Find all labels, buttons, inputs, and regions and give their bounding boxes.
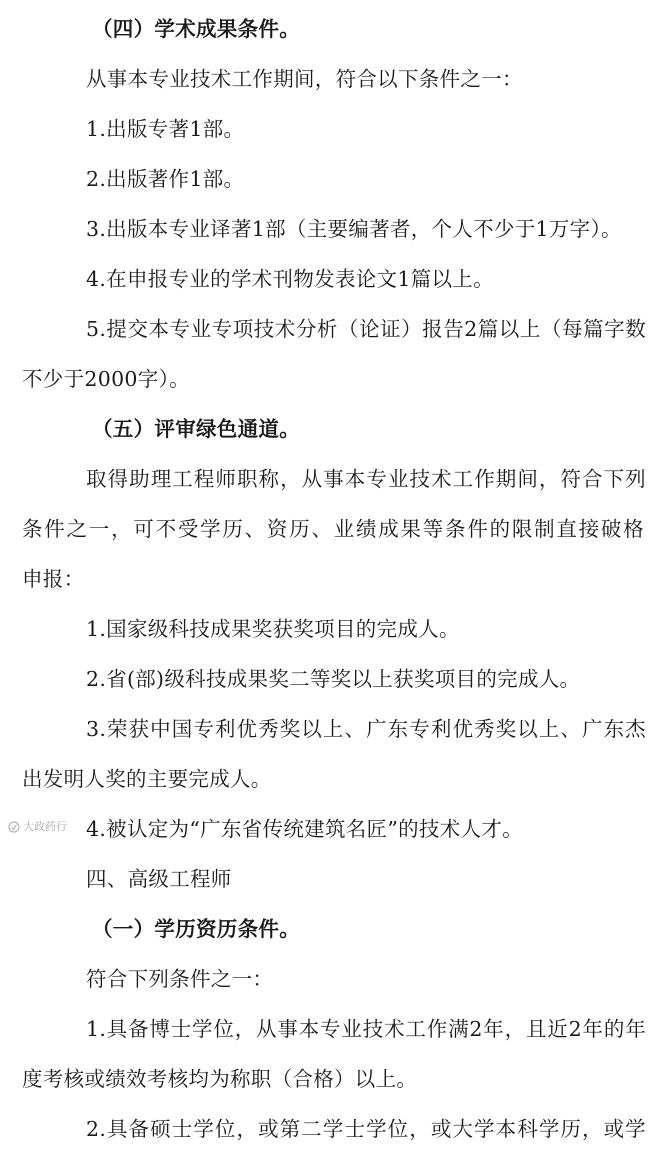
list-item: 1.国家级科技成果奖获奖项目的完成人。 bbox=[86, 617, 460, 641]
paragraph-line: 取得助理工程师职称，从事本专业技术工作期间，符合下列 bbox=[86, 467, 646, 491]
paragraph-line: 申报： bbox=[22, 567, 85, 591]
paragraph-line: 条件之一，可不受学历、资历、业绩成果等条件的限制直接破格 bbox=[22, 517, 644, 541]
list-item-continuation: 度考核或绩效考核均为称职（合格）以上。 bbox=[22, 1067, 418, 1091]
watermark-text: 大政药行 bbox=[23, 820, 67, 833]
list-item: 2.具备硕士学位，或第二学士学位，或大学本科学历，或学 bbox=[86, 1117, 646, 1141]
list-item: 1.具备博士学位，从事本专业技术工作满2年，且近2年的年 bbox=[86, 1017, 646, 1041]
list-item: 5.提交本专业专项技术分析（论证）报告2篇以上（每篇字数 bbox=[86, 317, 646, 341]
list-item: 1.出版专著1部。 bbox=[86, 117, 245, 141]
list-item-continuation: 出发明人奖的主要完成人。 bbox=[22, 767, 272, 791]
list-item: 2.出版著作1部。 bbox=[86, 167, 245, 191]
heading-academic-achievements: （四）学术成果条件。 bbox=[92, 17, 300, 41]
list-item: 3.荣获中国专利优秀奖以上、广东专利优秀奖以上、广东杰 bbox=[86, 717, 646, 741]
list-item: 4.被认定为“广东省传统建筑名匠”的技术人才。 bbox=[86, 817, 523, 841]
heading-education-qualification: （一）学历资历条件。 bbox=[92, 917, 300, 941]
paragraph-line: 从事本专业技术工作期间，符合以下条件之一： bbox=[86, 67, 523, 91]
list-item: 4.在申报专业的学术刊物发表论文1篇以上。 bbox=[86, 267, 494, 291]
list-item: 2.省(部)级科技成果奖二等奖以上获奖项目的完成人。 bbox=[86, 667, 581, 691]
watermark bbox=[8, 820, 67, 834]
paragraph-line: 符合下列条件之一： bbox=[86, 967, 274, 991]
logo-icon bbox=[8, 821, 20, 833]
list-item: 3.出版本专业译著1部（主要编著者，个人不少于1万字）。 bbox=[86, 217, 622, 241]
list-item-continuation: 不少于2000字）。 bbox=[22, 367, 190, 391]
section-heading-senior-engineer: 四、高级工程师 bbox=[86, 867, 232, 891]
heading-green-channel: （五）评审绿色通道。 bbox=[92, 417, 300, 441]
